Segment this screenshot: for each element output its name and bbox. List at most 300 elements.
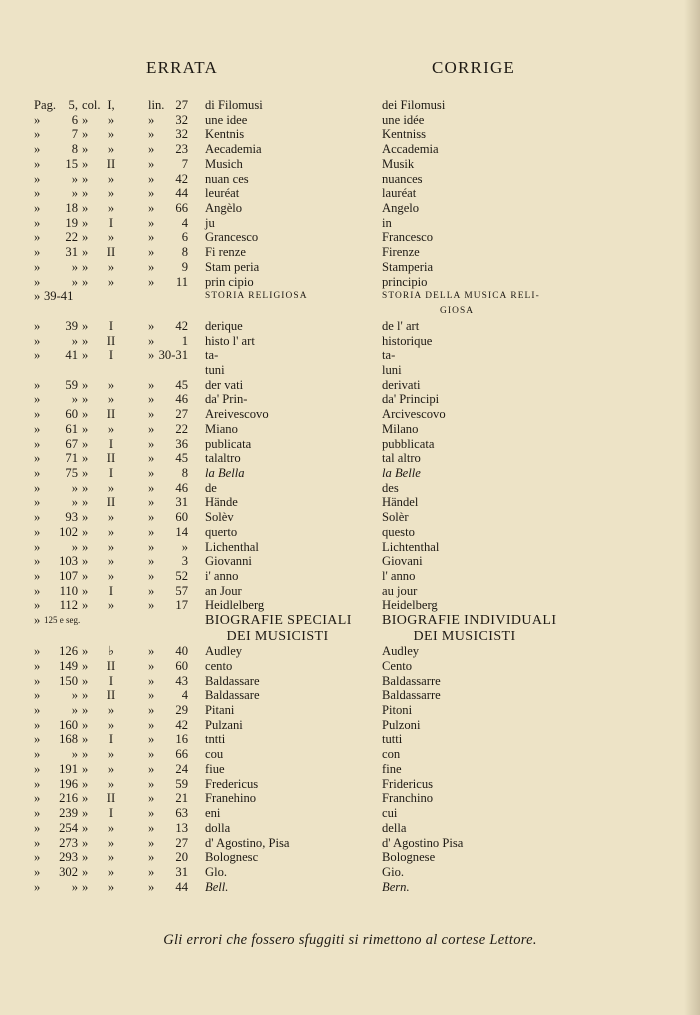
errata-text: talaltro xyxy=(205,451,241,466)
column-number: » xyxy=(107,201,115,216)
line-prefix: » xyxy=(148,747,155,762)
page-number: 41 xyxy=(65,348,78,363)
corrige-text: questo xyxy=(382,524,415,539)
column-number: » xyxy=(107,127,115,142)
line-prefix: » xyxy=(148,142,155,157)
line-number: 31 xyxy=(175,495,188,510)
page-prefix: » xyxy=(34,201,41,216)
errata-text: cou xyxy=(205,747,224,762)
line-prefix: » xyxy=(148,215,155,230)
errata-text: cento xyxy=(205,658,233,673)
column-number: » xyxy=(107,112,115,127)
line-prefix: » xyxy=(148,658,155,673)
line-number: 43 xyxy=(175,673,188,688)
errata-text: d' Agostino, Pisa xyxy=(205,835,290,850)
page-prefix: » xyxy=(34,791,41,806)
corrige-text: Accademia xyxy=(382,142,439,157)
line-number: 16 xyxy=(175,732,188,747)
column-number: I xyxy=(108,348,114,363)
errata-row xyxy=(0,598,700,613)
corrige-text: d' Agostino Pisa xyxy=(382,835,464,850)
column-number: II xyxy=(106,451,116,466)
errata-row xyxy=(0,495,700,510)
errata-row xyxy=(0,186,700,201)
page-prefix: » xyxy=(34,598,41,613)
line-prefix: » xyxy=(148,673,155,688)
line-number: 22 xyxy=(175,421,188,436)
page-prefix: » xyxy=(34,524,41,539)
page-number: 60 xyxy=(65,407,78,422)
page-prefix: » xyxy=(34,761,41,776)
corrige-text: lauréat xyxy=(382,186,417,201)
line-prefix: » xyxy=(148,644,155,659)
page-prefix: » xyxy=(34,451,41,466)
errata-text: tntti xyxy=(205,732,226,747)
line-prefix: » xyxy=(148,333,155,348)
col-prefix: » xyxy=(82,539,89,554)
corrige-text: STORIA DELLA MUSICA RELI- xyxy=(382,291,540,302)
column-number: » xyxy=(107,835,115,850)
corrige-text: Baldassarre xyxy=(382,688,441,703)
line-prefix: lin. xyxy=(148,98,165,112)
corrige-text: Arcivescovo xyxy=(382,407,446,422)
errata-row xyxy=(0,703,700,718)
column-number: » xyxy=(107,392,115,407)
col-prefix: » xyxy=(82,717,89,732)
line-number: 44 xyxy=(175,186,188,201)
errata-row xyxy=(0,392,700,407)
page-number: 61 xyxy=(65,421,78,436)
page-number: 112 xyxy=(59,598,78,613)
errata-row xyxy=(0,554,700,569)
page-number: 125 e seg. xyxy=(44,615,81,626)
line-number: 31 xyxy=(175,864,188,879)
column-number: » xyxy=(107,377,115,392)
errata-row xyxy=(0,540,700,555)
errata-text: publicata xyxy=(205,436,252,451)
errata-row xyxy=(0,791,700,806)
page-prefix: » xyxy=(34,658,41,673)
column-number: I xyxy=(108,436,114,451)
page-prefix: » xyxy=(34,333,41,348)
line-number: 42 xyxy=(175,171,188,186)
col-prefix: » xyxy=(82,348,89,363)
page-number: 216 xyxy=(59,791,78,806)
col-prefix: » xyxy=(82,747,89,762)
page-prefix: » xyxy=(34,747,41,762)
column-number: » xyxy=(107,864,115,879)
line-prefix: » xyxy=(148,421,155,436)
column-number: I xyxy=(108,465,114,480)
line-prefix: » xyxy=(148,274,155,289)
line-prefix: » xyxy=(148,554,155,569)
col-prefix: » xyxy=(82,142,89,157)
line-number: 14 xyxy=(175,524,188,539)
line-prefix: » xyxy=(148,171,155,186)
column-number: » xyxy=(107,554,115,569)
line-number: 45 xyxy=(175,377,188,392)
page-prefix: » xyxy=(34,274,41,289)
line-prefix: » xyxy=(148,776,155,791)
errata-text: tuni xyxy=(205,362,225,377)
column-number: » xyxy=(107,569,115,583)
col-prefix: » xyxy=(82,864,89,879)
line-prefix: » xyxy=(148,569,155,583)
column-number: I xyxy=(108,215,114,230)
page-number: » xyxy=(71,171,78,186)
errata-row xyxy=(0,777,700,792)
errata-text: Musich xyxy=(205,156,243,171)
errata-text: Areivescovo xyxy=(205,407,269,422)
page-prefix: » xyxy=(34,613,41,628)
errata-heading: ERRATA xyxy=(146,58,218,77)
corrige-text: pubblicata xyxy=(382,436,435,451)
errata-text: Pulzani xyxy=(205,717,243,732)
page-number: 67 xyxy=(65,436,78,451)
errata-text: ta- xyxy=(205,348,219,363)
page-prefix: » xyxy=(34,879,41,894)
corrige-text: della xyxy=(382,820,407,835)
corrige-text: Audley xyxy=(382,644,420,659)
errata-row xyxy=(0,304,700,319)
errata-text: Pitani xyxy=(205,703,235,718)
corrige-text: Kentniss xyxy=(382,127,427,142)
errata-text: da' Prin- xyxy=(205,392,248,407)
corrige-text: luni xyxy=(382,362,402,377)
line-number: 60 xyxy=(175,658,188,673)
corrige-text: nuances xyxy=(382,171,423,186)
page-prefix: » xyxy=(34,688,41,703)
column-number: » xyxy=(107,776,115,791)
line-number: 46 xyxy=(175,392,188,407)
errata-text: i' anno xyxy=(205,569,239,583)
errata-text: fiue xyxy=(205,761,225,776)
corrige-text: Baldassarre xyxy=(382,673,441,688)
page-prefix: » xyxy=(34,215,41,230)
errata-text: eni xyxy=(205,806,221,821)
col-prefix: » xyxy=(82,569,89,583)
errata-row xyxy=(0,407,700,422)
line-prefix: » xyxy=(148,259,155,274)
col-prefix: » xyxy=(82,215,89,230)
line-number: 6 xyxy=(181,230,188,245)
col-prefix: » xyxy=(82,377,89,392)
page-number: 126 xyxy=(59,644,78,659)
page-prefix: » xyxy=(34,186,41,201)
corrige-text: tal altro xyxy=(382,451,421,466)
errata-text: Fi renze xyxy=(205,245,246,260)
col-prefix: col. xyxy=(82,98,101,112)
errata-text: une idee xyxy=(205,112,248,127)
column-number: » xyxy=(107,421,115,436)
corrige-text: in xyxy=(382,215,392,230)
errata-row xyxy=(0,451,700,466)
corrige-text: l' anno xyxy=(382,569,416,583)
page-prefix: » xyxy=(34,539,41,554)
col-prefix: » xyxy=(82,791,89,806)
line-number: 66 xyxy=(175,201,188,216)
col-prefix: » xyxy=(82,879,89,894)
page-prefix: » xyxy=(34,142,41,157)
corrige-text: une idée xyxy=(382,112,425,127)
line-prefix: » xyxy=(148,451,155,466)
line-prefix: » xyxy=(148,392,155,407)
errata-row xyxy=(0,216,700,231)
page-prefix: » xyxy=(34,156,41,171)
page-number: 196 xyxy=(59,776,78,791)
page-prefix: » xyxy=(34,820,41,835)
page-prefix: » xyxy=(34,644,41,659)
col-prefix: » xyxy=(82,333,89,348)
col-prefix: » xyxy=(82,318,89,333)
page-number: 59 xyxy=(65,377,78,392)
line-number: 40 xyxy=(175,644,188,659)
page-number: » xyxy=(71,703,78,718)
errata-row xyxy=(0,850,700,865)
col-prefix: » xyxy=(82,583,89,598)
errata-row xyxy=(0,289,700,304)
column-number: » xyxy=(107,230,115,245)
page-number: 7 xyxy=(71,127,78,142)
page-prefix: » xyxy=(34,703,41,718)
errata-text: Kentnis xyxy=(205,127,245,142)
page-number: 93 xyxy=(65,510,78,525)
corrige-text: Fridericus xyxy=(382,776,434,791)
errata-text: nuan ces xyxy=(205,171,249,186)
line-number: 17 xyxy=(175,598,188,613)
line-number: 21 xyxy=(175,791,188,806)
corrige-text: Angelo xyxy=(382,201,420,216)
page-number: 107 xyxy=(59,569,78,583)
page-number: 75 xyxy=(65,465,78,480)
col-prefix: » xyxy=(82,201,89,216)
page-number: » xyxy=(71,259,78,274)
page-prefix: » xyxy=(34,245,41,260)
line-prefix: » xyxy=(148,112,155,127)
corrige-text: Pitoni xyxy=(382,703,413,718)
page-prefix: » xyxy=(34,289,41,304)
page-prefix: Pag. xyxy=(34,98,57,112)
page-prefix: » xyxy=(34,806,41,821)
column-number: II xyxy=(106,333,116,348)
page-number: 71 xyxy=(65,451,78,466)
errata-text: di Filomusi xyxy=(205,98,263,112)
column-number: ♭ xyxy=(108,644,114,659)
line-number: 11 xyxy=(175,274,188,289)
col-prefix: » xyxy=(82,820,89,835)
page-number: » xyxy=(71,186,78,201)
page-number: 149 xyxy=(59,658,78,673)
errata-text: histo l' art xyxy=(205,333,255,348)
column-number: » xyxy=(107,703,115,718)
errata-text: Baldassare xyxy=(205,688,260,703)
column-number: II xyxy=(106,791,116,806)
line-prefix: » xyxy=(148,791,155,806)
corrige-text: des xyxy=(382,480,399,495)
page-prefix: » xyxy=(34,850,41,865)
line-number: 42 xyxy=(175,318,188,333)
page-number: 15 xyxy=(65,156,78,171)
errata-text: Glo. xyxy=(205,864,228,879)
line-prefix: » xyxy=(148,407,155,422)
errata-text: STORIA RELIGIOSA xyxy=(205,291,308,302)
errata-row xyxy=(0,319,700,334)
line-number: 42 xyxy=(175,717,188,732)
errata-text: ju xyxy=(205,215,215,230)
page-number: 273 xyxy=(59,835,78,850)
column-number: » xyxy=(107,747,115,762)
errata-row xyxy=(0,806,700,821)
corrige-text: historique xyxy=(382,333,433,348)
errata-row xyxy=(0,613,700,629)
col-prefix: » xyxy=(82,658,89,673)
corrige-text: fine xyxy=(382,761,402,776)
corrige-text: Heidelberg xyxy=(382,598,438,613)
line-prefix: » xyxy=(148,598,155,613)
errata-text: la Bella xyxy=(205,465,245,480)
corrige-text: Firenze xyxy=(382,245,420,260)
line-number: 32 xyxy=(175,127,188,142)
errata-text: Franehino xyxy=(205,791,257,806)
line-prefix: » xyxy=(148,820,155,835)
errata-row xyxy=(0,659,700,674)
corrige-text: Händel xyxy=(382,495,419,510)
page-number: » xyxy=(71,333,78,348)
col-prefix: » xyxy=(82,127,89,142)
page-number: 110 xyxy=(59,583,78,598)
column-number: » xyxy=(107,717,115,732)
col-prefix: » xyxy=(82,186,89,201)
errata-text: de xyxy=(205,480,217,495)
column-number: II xyxy=(106,156,116,171)
col-prefix: » xyxy=(82,688,89,703)
column-number: I xyxy=(108,318,114,333)
errata-row xyxy=(0,836,700,851)
errata-row xyxy=(0,674,700,689)
errata-row xyxy=(0,98,700,113)
line-prefix: » xyxy=(148,703,155,718)
page-number: » xyxy=(71,392,78,407)
line-prefix: » xyxy=(148,377,155,392)
errata-text: Angèlo xyxy=(205,201,243,216)
column-number: » xyxy=(107,186,115,201)
page-prefix: » xyxy=(34,835,41,850)
page-number: 39 xyxy=(65,318,78,333)
page-prefix: » xyxy=(34,127,41,142)
page-prefix: » xyxy=(34,495,41,510)
line-prefix: » xyxy=(148,864,155,879)
page-prefix: » xyxy=(34,259,41,274)
line-number: 29 xyxy=(175,703,188,718)
col-prefix: » xyxy=(82,554,89,569)
page-number: 8 xyxy=(71,142,78,157)
page-number: 103 xyxy=(59,554,78,569)
errata-row xyxy=(0,157,700,172)
line-number: 30-31 xyxy=(158,348,188,363)
col-prefix: » xyxy=(82,703,89,718)
line-prefix: » xyxy=(148,835,155,850)
line-number: 60 xyxy=(175,510,188,525)
errata-row xyxy=(0,201,700,216)
column-number: » xyxy=(107,820,115,835)
errata-row xyxy=(0,629,700,645)
line-prefix: » xyxy=(148,465,155,480)
corrige-text: derivati xyxy=(382,377,421,392)
page-number: 19 xyxy=(65,215,78,230)
page-number: 150 xyxy=(59,673,78,688)
page-number: 31 xyxy=(65,245,78,260)
errata-row xyxy=(0,113,700,128)
line-number: 46 xyxy=(175,480,188,495)
page-prefix: » xyxy=(34,569,41,583)
col-prefix: » xyxy=(82,465,89,480)
errata-row xyxy=(0,363,700,378)
column-number: II xyxy=(106,495,116,510)
errata-row xyxy=(0,142,700,157)
line-number: 57 xyxy=(175,583,188,598)
page-prefix: » xyxy=(34,421,41,436)
line-prefix: » xyxy=(148,318,155,333)
corrige-text: Giovani xyxy=(382,554,423,569)
errata-text: Bolognesc xyxy=(205,850,259,865)
page-number: 239 xyxy=(59,806,78,821)
corrige-text: Stamperia xyxy=(382,259,434,274)
errata-row xyxy=(0,481,700,496)
column-number: » xyxy=(107,761,115,776)
page-prefix: » xyxy=(34,465,41,480)
column-number: II xyxy=(106,407,116,422)
line-number: 4 xyxy=(181,215,188,230)
col-prefix: » xyxy=(82,274,89,289)
line-prefix: » xyxy=(148,806,155,821)
line-prefix: » xyxy=(148,186,155,201)
errata-text: Aecademia xyxy=(205,142,262,157)
errata-text: DEI MUSICISTI xyxy=(226,628,329,644)
line-number: 23 xyxy=(175,142,188,157)
corrige-text: Pulzoni xyxy=(382,717,421,732)
page-prefix: » xyxy=(34,776,41,791)
page-prefix: » xyxy=(34,673,41,688)
errata-row xyxy=(0,260,700,275)
page-number: 191 xyxy=(59,761,78,776)
page-number: 6 xyxy=(71,112,78,127)
errata-row xyxy=(0,245,700,260)
page-number: 22 xyxy=(65,230,78,245)
errata-table xyxy=(0,98,700,894)
errata-row xyxy=(0,821,700,836)
line-number: 36 xyxy=(175,436,188,451)
corrige-text: Lichtenthal xyxy=(382,539,440,554)
page-number: 293 xyxy=(59,850,78,865)
corrige-text: Solèr xyxy=(382,510,409,525)
line-number: 8 xyxy=(181,465,188,480)
errata-row xyxy=(0,747,700,762)
footer-note: Gli errori che fossero sfuggiti si rimettono al cortese Lettore. xyxy=(163,932,537,948)
column-number: I xyxy=(108,673,114,688)
errata-row xyxy=(0,644,700,659)
line-prefix: » xyxy=(148,761,155,776)
page-prefix: » xyxy=(34,407,41,422)
line-prefix: » xyxy=(148,510,155,525)
page-number: 102 xyxy=(59,524,78,539)
line-prefix: » xyxy=(148,201,155,216)
errata-row xyxy=(0,762,700,777)
column-number: » xyxy=(107,142,115,157)
errata-text: prin cipio xyxy=(205,274,254,289)
column-number: » xyxy=(107,171,115,186)
page-prefix: » xyxy=(34,348,41,363)
col-prefix: » xyxy=(82,835,89,850)
